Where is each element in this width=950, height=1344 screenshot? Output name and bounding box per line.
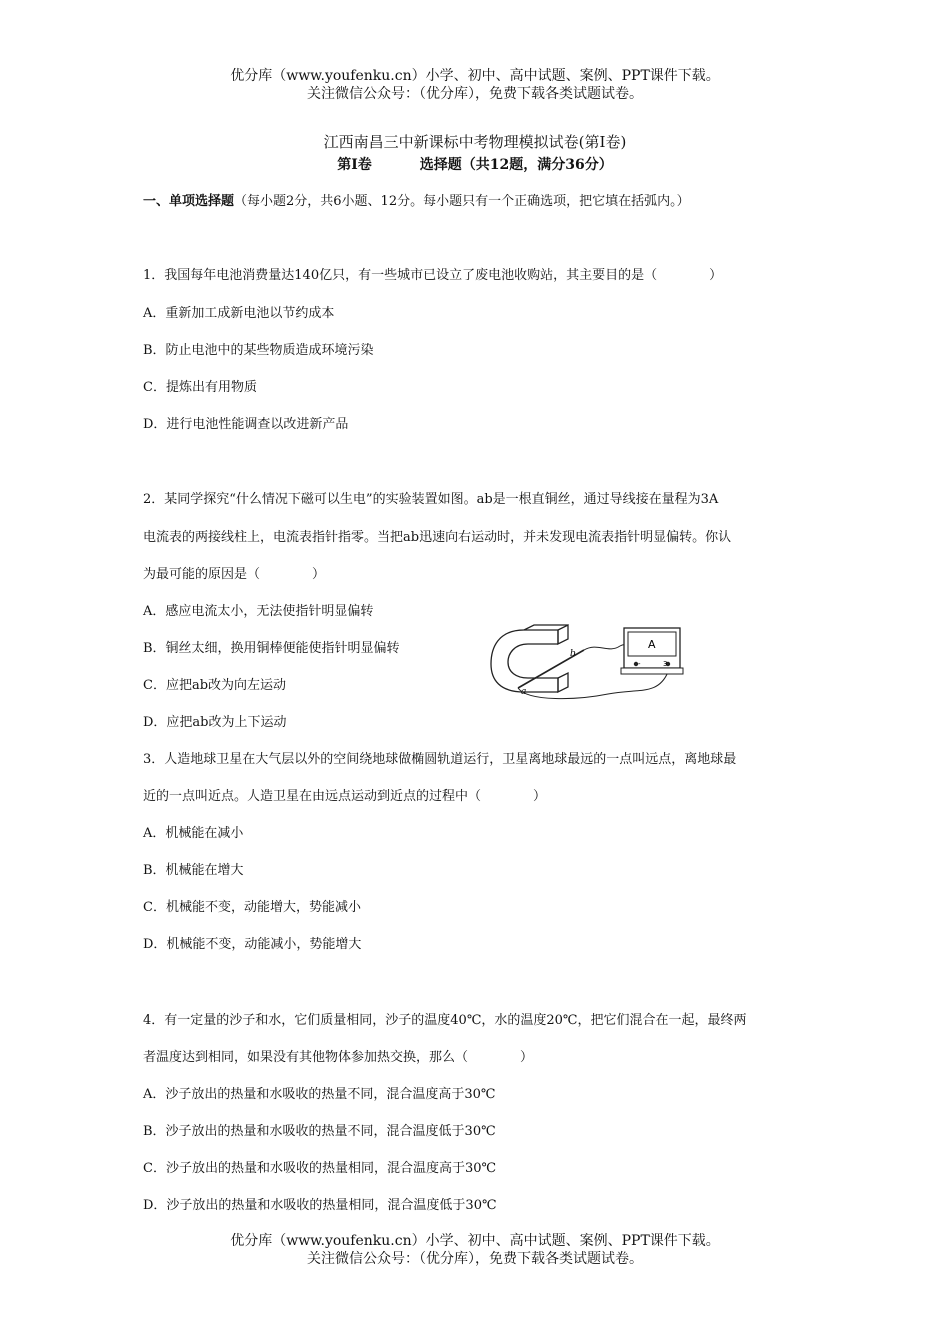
subtitle-part: 第Ⅰ卷 [337, 157, 372, 173]
q2-option-b: B．铜丝太细，换用铜棒便能使指针明显偏转 [143, 641, 400, 656]
q2-option-c: C．应把ab改为向左运动 [143, 678, 287, 693]
question-1-stem: 1．我国每年电池消费量达140亿只，有一些城市已设立了废电池收购站，其主要目的是（ ） [143, 268, 723, 283]
question-2-stem-line-3: 为最可能的原因是（ ） [143, 567, 326, 582]
q4-option-d: D．沙子放出的热量和水吸收的热量相同，混合温度低于30℃ [143, 1198, 497, 1213]
ammeter [621, 628, 683, 674]
question-4-stem-line-1: 4．有一定量的沙子和水，它们质量相同，沙子的温度40℃，水的温度20℃，把它们混合在一起，最终两 [143, 1013, 747, 1028]
page-footer [0, 1232, 950, 1268]
q4-option-a: A．沙子放出的热量和水吸收的热量不同，混合温度高于30℃ [143, 1087, 496, 1102]
exam-title: 江西南昌三中新课标中考物理模拟试卷(第Ⅰ卷) [323, 133, 627, 151]
q1-option-c: C．提炼出有用物质 [143, 380, 257, 395]
wire-label-b: b [570, 649, 576, 659]
question-4-stem-line-2: 者温度达到相同，如果没有其他物体参加热交换，那么（ ） [143, 1050, 534, 1065]
question-3-stem-line-1: 3．人造地球卫星在大气层以外的空间绕地球做椭圆轨道运行，卫星离地球最远的一点叫远点，离地球最 [143, 752, 737, 767]
exam-subtitle [0, 154, 950, 174]
subtitle-desc: 选择题（共12题，满分36分） [419, 157, 613, 173]
q3-option-d: D．机械能不变，动能减小，势能增大 [143, 937, 362, 952]
question-2-stem-line-1: 2．某同学探究“什么情况下磁可以生电”的实验装置如图。ab是一根直铜丝，通过导线接在量程为3A [143, 492, 719, 507]
q1-option-b: B．防止电池中的某些物质造成环境污染 [143, 343, 374, 358]
section-note: （每小题2分，共6小题、12分。每小题只有一个正确选项，把它填在括弧内。） [234, 194, 690, 209]
q2-option-d: D．应把ab改为上下运动 [143, 715, 287, 730]
q3-option-a: A．机械能在减小 [143, 826, 244, 841]
q4-option-b: B．沙子放出的热量和水吸收的热量不同，混合温度低于30℃ [143, 1124, 496, 1139]
question-2-stem-line-2: 电流表的两接线柱上，电流表指针指零。当把ab迅速向右运动时，并未发现电流表指针明显偏转。你认 [143, 530, 732, 545]
q4-option-c: C．沙子放出的热量和水吸收的热量相同，混合温度高于30℃ [143, 1161, 497, 1176]
q1-option-a: A．重新加工成新电池以节约成本 [143, 306, 335, 321]
page-header [0, 67, 950, 103]
footer-line-2: 关注微信公众号：（优分库），免费下载各类试题试卷。 [307, 1251, 643, 1267]
header-line-2: 关注微信公众号：（优分库），免费下载各类试题试卷。 [307, 86, 643, 102]
terminal-minus: - [638, 660, 641, 668]
q3-option-c: C．机械能不变，动能增大，势能减小 [143, 900, 361, 915]
terminal-3: 3 [663, 660, 668, 668]
q3-option-b: B．机械能在增大 [143, 863, 244, 878]
wire-label-a: a [521, 687, 527, 697]
section-heading [143, 190, 690, 209]
section-title: 一、单项选择题 [143, 194, 235, 209]
q2-option-a: A．感应电流太小，无法使指针明显偏转 [143, 604, 374, 619]
experiment-figure [488, 622, 684, 704]
footer-line-1: 优分库（www.youfenku.cn）小学、初中、高中试题、案例、PPT课件下载。 [230, 1233, 720, 1249]
question-3-stem-line-2: 近的一点叫近点。人造卫星在由远点运动到近点的过程中（ ） [143, 789, 547, 804]
ammeter-label: A [648, 638, 656, 651]
q1-option-d: D．进行电池性能调查以改进新产品 [143, 417, 349, 432]
header-line-1: 优分库（www.youfenku.cn）小学、初中、高中试题、案例、PPT课件下载。 [230, 68, 720, 84]
